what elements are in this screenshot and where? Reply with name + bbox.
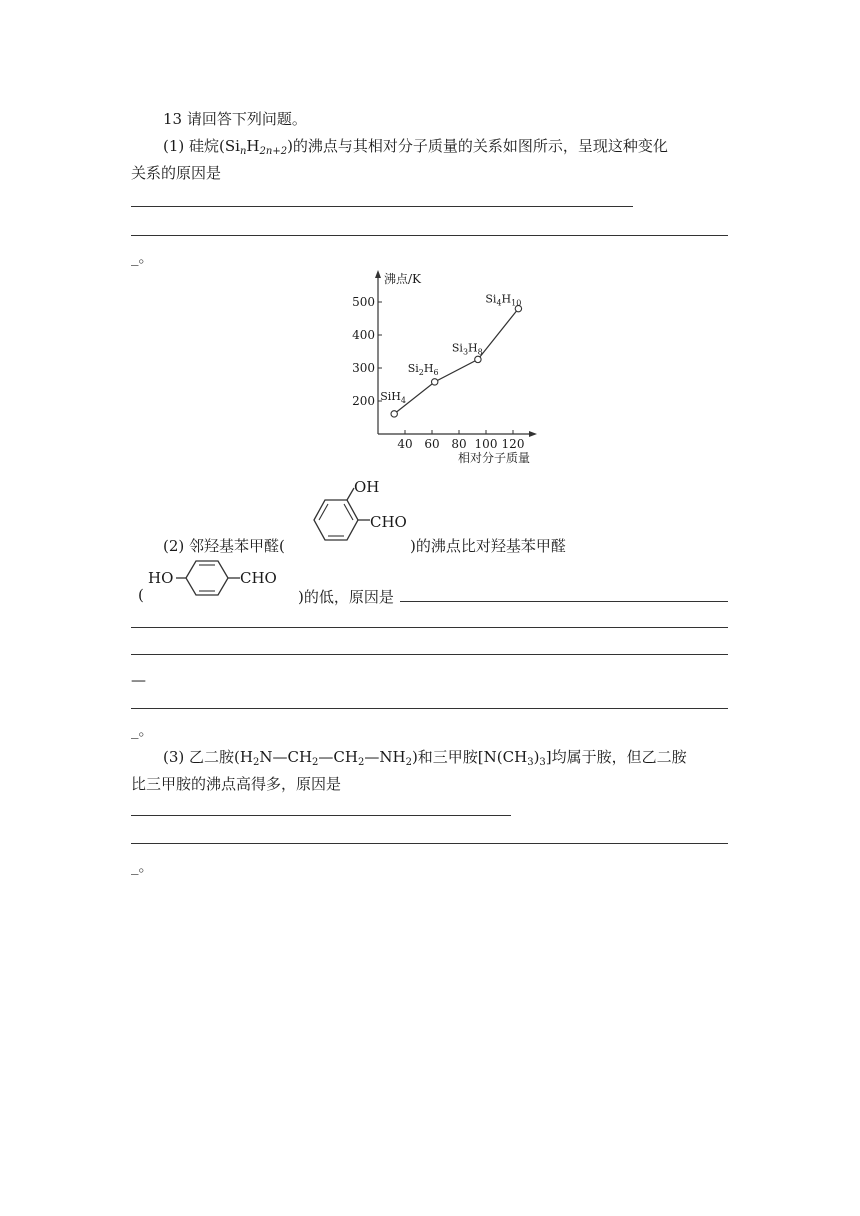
- point-label: $Si_3H_8$: [451, 341, 483, 357]
- part2-label: (2): [163, 537, 185, 555]
- part2-text-a: 邻羟基苯甲醛(: [189, 537, 285, 555]
- para-hydroxybenzaldehyde-structure: [146, 558, 298, 598]
- boiling-point-chart: [350, 262, 550, 472]
- x-axis-label: 相对分子质量: [458, 451, 531, 465]
- x-tick-label: 40: [397, 437, 413, 451]
- part3-text-f: ): [533, 748, 540, 766]
- point-label: SiH$_4$: [380, 389, 406, 405]
- ho-label: HO: [148, 569, 174, 587]
- answer-line[interactable]: [131, 654, 728, 655]
- y-axis-arrow: [375, 270, 381, 278]
- y-tick-label: 400: [352, 328, 375, 342]
- part1-label: (1): [163, 137, 185, 155]
- x-tick-label: 80: [451, 437, 467, 451]
- part1-line2: 关系的原因是: [131, 164, 222, 182]
- part3-text-c: —CH: [318, 748, 358, 766]
- x-tick-label: 120: [501, 437, 525, 451]
- part1-text: [163, 135, 668, 157]
- sub: 3: [539, 757, 546, 768]
- part3-text: [163, 746, 687, 768]
- sub: 2: [312, 757, 319, 768]
- part1-end: _。: [131, 248, 154, 266]
- part2-short-dash: —: [131, 671, 146, 689]
- part1-text-c: )的沸点与其相对分子质量的关系如图所示，呈现这种变化: [287, 137, 668, 155]
- oh-label: OH: [354, 478, 380, 496]
- answer-line[interactable]: [131, 235, 728, 236]
- sub: 3: [527, 757, 534, 768]
- part2-end: _。: [131, 721, 154, 739]
- cho-label: CHO: [370, 513, 407, 531]
- part1-sub-2n2: 2n+2: [259, 146, 288, 157]
- data-point: [391, 411, 397, 417]
- answer-line[interactable]: [131, 627, 728, 628]
- cho-label: CHO: [240, 569, 277, 587]
- part1-sub-n: n: [239, 146, 247, 157]
- y-tick-label: 300: [352, 361, 375, 375]
- x-axis-arrow: [529, 431, 537, 437]
- answer-line[interactable]: [131, 206, 633, 207]
- part2-text-start: [163, 535, 285, 556]
- sub: 2: [405, 757, 412, 768]
- part3-end: _。: [131, 857, 154, 875]
- part3-text-a: 乙二胺(H: [189, 748, 253, 766]
- point-label: $Si_2H_6$: [407, 361, 439, 377]
- part3-text-g: ]均属于胺，但乙二胺: [545, 748, 687, 766]
- answer-line[interactable]: [400, 601, 728, 602]
- chart-labels: [380, 293, 521, 405]
- y-axis-label: 沸点/K: [384, 272, 422, 286]
- part2-text-c: )的低，原因是: [298, 588, 394, 606]
- part3-text-d: —NH: [364, 748, 406, 766]
- sub: 2: [252, 757, 260, 768]
- data-point: [432, 379, 438, 385]
- part2-open-paren: (: [138, 586, 144, 604]
- part1-text-b: H: [246, 137, 260, 155]
- part1-text-a: 硅烷(Si: [189, 137, 240, 155]
- answer-line[interactable]: [131, 708, 728, 709]
- sub: 2: [357, 757, 365, 768]
- part3-text-b: N—CH: [259, 748, 313, 766]
- part3-label: (3): [163, 748, 185, 766]
- part2-text-b: )的沸点比对羟基苯甲醛: [410, 537, 566, 555]
- data-point: [475, 356, 481, 362]
- question-title: 13 请回答下列问题。: [163, 110, 307, 128]
- x-tick-label: 100: [474, 437, 498, 451]
- answer-line[interactable]: [131, 815, 511, 816]
- ortho-hydroxybenzaldehyde-structure: [298, 476, 414, 556]
- y-tick-label: 500: [352, 295, 375, 309]
- part3-text-e: )和三甲胺[N(CH: [411, 748, 528, 766]
- y-tick-label: 200: [352, 394, 375, 408]
- point-label: $Si_4H_{10}$: [485, 292, 522, 308]
- part3-line2: 比三甲胺的沸点高得多，原因是: [131, 775, 342, 793]
- x-tick-label: 60: [424, 437, 440, 451]
- answer-line[interactable]: [131, 843, 728, 844]
